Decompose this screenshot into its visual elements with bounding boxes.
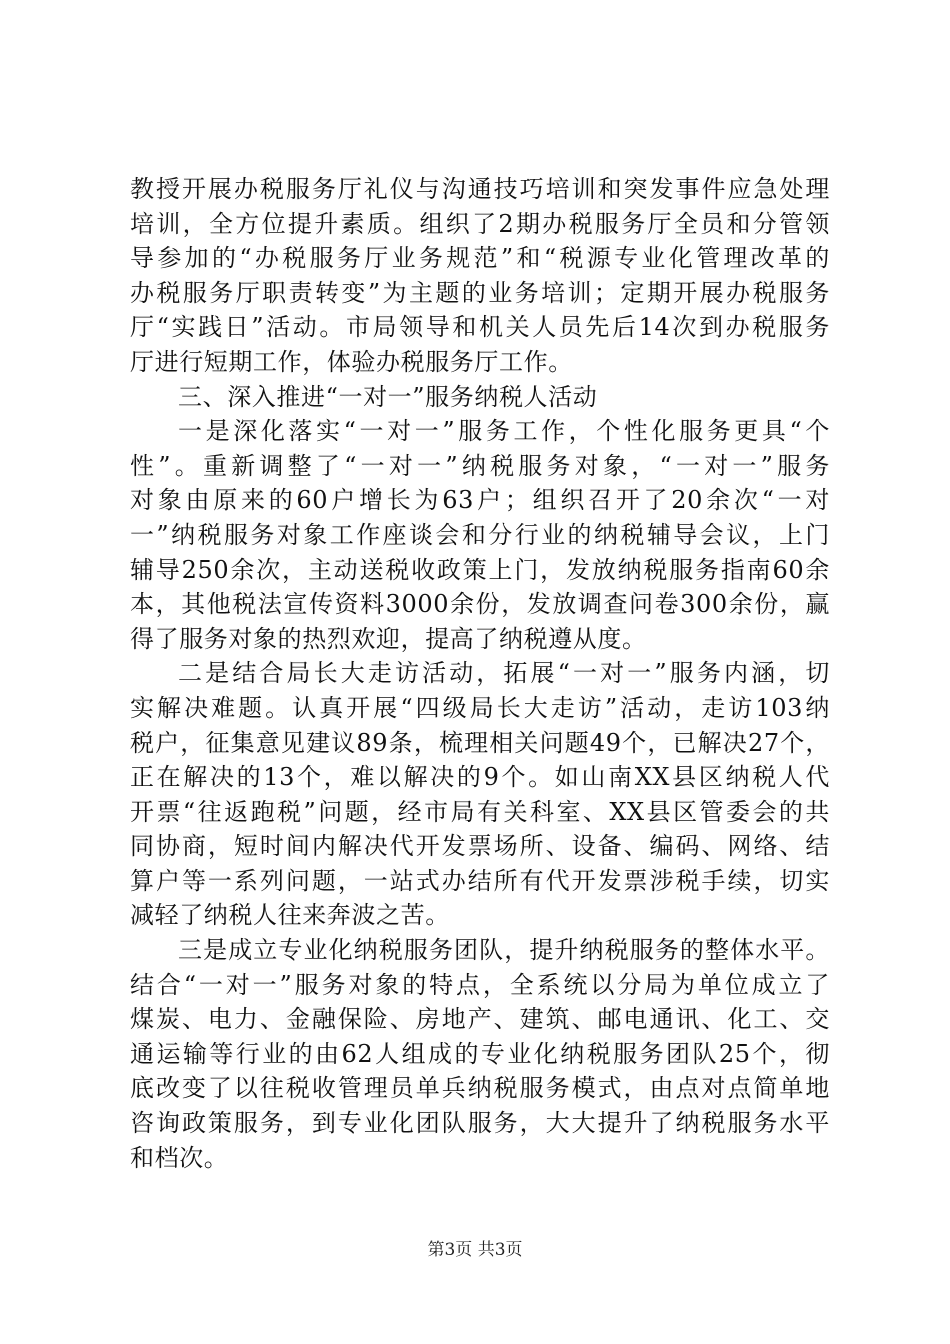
page-number-footer: 第3页 共3页 [427,1240,523,1260]
text-line: 得了服务对象的热烈欢迎，提高了纳税遵从度。 [130,624,647,653]
text-line: 培训，全方位提升素质。组织了2期办税服务厅全员和分管领 [130,209,830,238]
text-line: 导参加的“办税服务厅业务规范”和“税源专业化管理改革的 [130,244,830,273]
text-line: 一”纳税服务对象工作座谈会和分行业的纳税辅导会议，上门 [130,520,830,549]
text-line: 教授开展办税服务厅礼仪与沟通技巧培训和突发事件应急处理 [130,175,830,203]
text-line: 性”。重新调整了“一对一”纳税服务对象，“一对一”服务 [130,451,830,480]
text-line: 辅导250余次，主动送税收政策上门，发放纳税服务指南60余 [130,555,830,584]
text-line: 算户等一系列问题，一站式办结所有代开发票涉税手续，切实 [130,866,830,895]
text-line: 咨询政策服务，到专业化团队服务，大大提升了纳税服务水平 [130,1109,830,1138]
text-line: 煤炭、电力、金融保险、房地产、建筑、邮电通讯、化工、交 [130,1005,830,1034]
paragraph-first-line: 二是结合局长大走访活动，拓展“一对一”服务内涵，切 [178,659,830,688]
text-line: 正在解决的13个，难以解决的9个。如山南XX县区纳税人代 [130,763,830,792]
text-line: 通运输等行业的由62人组成的专业化纳税服务团队25个，彻 [130,1039,830,1068]
text-line: 本，其他税法宣传资料3000余份，发放调查问卷300余份，赢 [130,590,830,619]
text-line: 减轻了纳税人往来奔波之苦。 [130,901,450,930]
text-line: 厅进行短期工作，体验办税服务厅工作。 [130,347,573,376]
text-line: 底改变了以往税收管理员单兵纳税服务模式，由点对点简单地 [130,1074,830,1103]
text-line: 同协商，短时间内解决代开发票场所、设备、编码、网络、结 [130,832,830,861]
text-line: 实解决难题。认真开展“四级局长大走访”活动，走访103纳 [130,693,830,722]
section-heading: 三、深入推进“一对一”服务纳税人活动 [178,382,598,411]
text-line: 厅“实践日”活动。市局领导和机关人员先后14次到办税服务 [130,313,830,342]
text-line: 办税服务厅职责转变”为主题的业务培训；定期开展办税服务 [130,278,830,307]
paragraph-first-line: 三是成立专业化纳税服务团队，提升纳税服务的整体水平。 [178,936,830,965]
text-line: 对象由原来的60户增长为63户；组织召开了20余次“一对 [130,486,830,515]
paragraph-first-line: 一是深化落实“一对一”服务工作，个性化服务更具“个 [178,417,830,446]
text-line: 开票“往返跑税”问题，经市局有关科室、XX县区管委会的共 [130,797,830,826]
document-body [130,172,830,1175]
text-line: 结合“一对一”服务对象的特点，全系统以分局为单位成立了 [130,970,830,999]
text-line: 和档次。 [130,1143,229,1172]
text-line: 税户，征集意见建议89条，梳理相关问题49个，已解决27个， [130,728,830,757]
